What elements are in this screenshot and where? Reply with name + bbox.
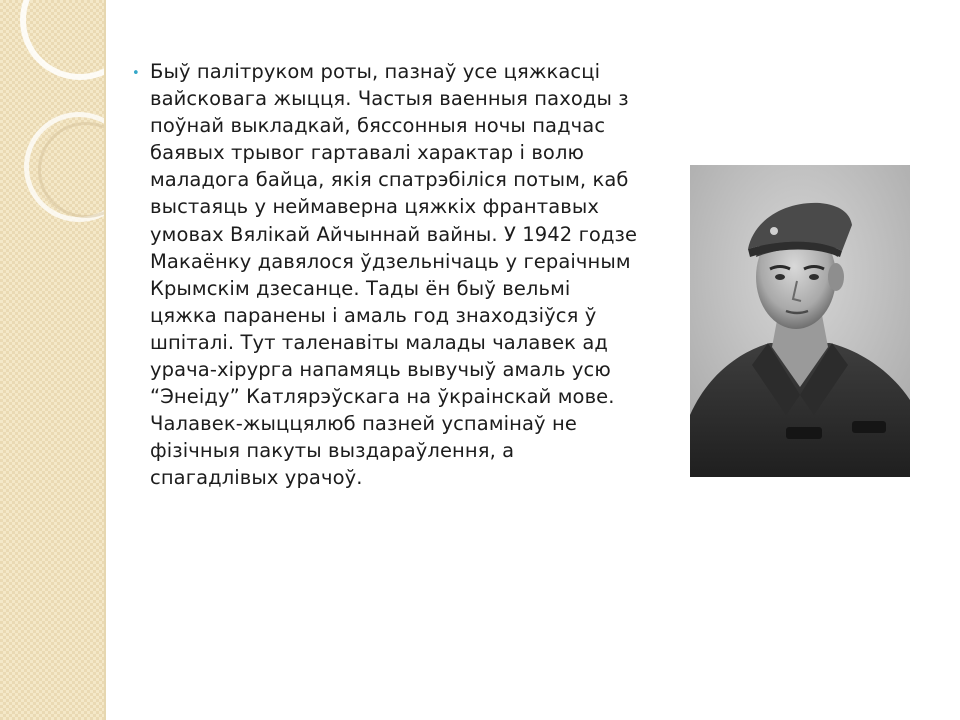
band-divider: [104, 0, 106, 720]
slide-text-block: [132, 58, 640, 492]
bullet-marker: •: [132, 66, 140, 81]
slide-paragraph: Быў палітруком роты, пазнаў усе цяжкасці вайсковага жыцця. Частыя ваенныя паходы з поўнай выкладкай, бяссонныя ночы падчас баявых трывог гартавалі характар і волю маладога байца, якія спатрэбіліся потым, каб выстаяць у неймаверна цяжкіх франтавых умовах Вялікай Айчыннай вайны. У 1942 годзе Макаёнку давялося ўдзельнічаць у гераічным Крымскім дзесанце. Тады ён быў вельмі цяжка паранены і амаль год знаходзіўся ў шпіталі. Тут таленавіты малады чалавек ад урача-хірурга напамяць вывучыў амаль усю “Энеіду” Катлярэўскага на ўкраінскай мове. Чалавек-жыццялюб пазней успамінаў не фізічныя пакуты выздараўлення, а спагадлівых урачоў.: [150, 60, 638, 490]
decorative-side-band: [0, 0, 106, 720]
portrait-photo: [690, 165, 910, 477]
decorative-ring: [20, 0, 106, 80]
